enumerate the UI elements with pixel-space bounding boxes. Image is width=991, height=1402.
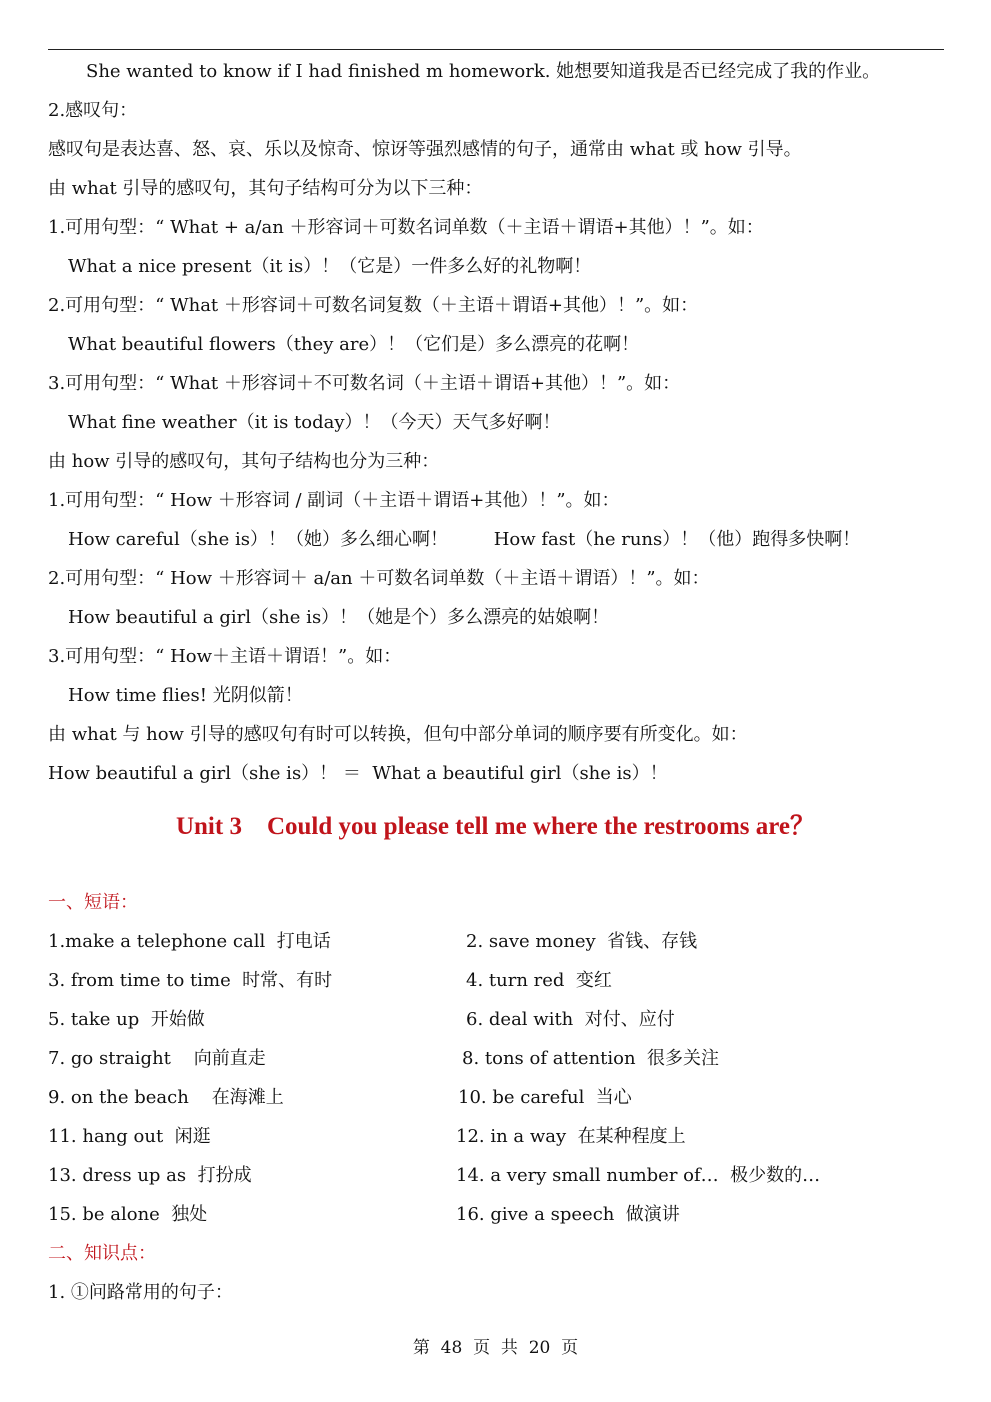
example-what-2: What beautiful flowers（they are）！（它们是）多么漂亮的花啊！ (68, 334, 640, 355)
heading-exclamatory: 2.感叹句： (48, 100, 138, 121)
top-rule (48, 49, 944, 50)
phrase-item: 14. a very small number of… 极少数的… (456, 1165, 821, 1186)
page-footer: 第 48 页 共 20 页 (412, 1338, 579, 1358)
example-what-1: What a nice present（it is）！（它是）一件多么好的礼物啊！ (68, 256, 592, 277)
phrase-item: 7. go straight 向前直走 (48, 1048, 266, 1069)
phrase-item: 1.make a telephone call 打电话 (48, 931, 331, 952)
phrase-item: 4. turn red 变红 (466, 970, 612, 991)
example-how-3: How time flies! 光阴似箭！ (68, 685, 303, 706)
phrase-item: 13. dress up as 打扮成 (48, 1165, 252, 1186)
phrase-item: 10. be careful 当心 (458, 1087, 632, 1108)
pattern-how-2: 2.可用句型：“ How ＋形容词＋ a/an ＋可数名词单数（＋主语＋谓语）！”。如： (48, 568, 710, 589)
pattern-what-3: 3.可用句型：“ What ＋形容词＋不可数名词（＋主语＋谓语+其他）！”。如： (48, 373, 681, 394)
unit-title: Unit 3 Could you please tell me where the restrooms are？ (175, 813, 816, 840)
example-sentence: She wanted to know if I had finished m homework. 她想要知道我是否已经完成了我的作业。 (86, 61, 881, 82)
paragraph-how-intro: 由 how 引导的感叹句，其句子结构也分为三种： (48, 451, 440, 472)
phrase-item: 3. from time to time 时常、有时 (48, 970, 333, 991)
paragraph-what-intro: 由 what 引导的感叹句，其句子结构可分为以下三种： (48, 178, 483, 199)
example-how-2: How beautiful a girl（she is）！（她是个）多么漂亮的姑娘啊！ (68, 607, 610, 628)
pattern-what-1: 1.可用句型：“ What + a/an ＋形容词＋可数名词单数（＋主语＋谓语+其他）！”。如： (48, 217, 764, 238)
phrase-item: 15. be alone 独处 (48, 1204, 208, 1225)
knowledge-point-1: 1. ①问路常用的句子： (48, 1282, 233, 1303)
phrase-item: 12. in a way 在某种程度上 (456, 1126, 686, 1147)
example-what-3: What fine weather（it is today）！（今天）天气多好啊！ (68, 412, 561, 433)
pattern-what-2: 2.可用句型：“ What ＋形容词＋可数名词复数（＋主语＋谓语+其他）！”。如： (48, 295, 699, 316)
phrase-item: 9. on the beach 在海滩上 (48, 1087, 284, 1108)
section-knowledge-heading: 二、知识点： (48, 1243, 156, 1264)
pattern-how-3: 3.可用句型：“ How＋主语＋谓语！”。如： (48, 646, 402, 667)
phrase-item: 6. deal with 对付、应付 (466, 1009, 675, 1030)
example-conversion: How beautiful a girl（she is）！ ＝ What a beautiful girl（she is）！ (48, 763, 668, 784)
example-how-1: How careful（she is）！（她）多么细心啊！ How fast（he runs）！（他）跑得多快啊！ (68, 529, 861, 550)
phrase-item: 5. take up 开始做 (48, 1009, 205, 1030)
phrase-item: 11. hang out 闲逛 (48, 1126, 211, 1147)
paragraph-conversion: 由 what 与 how 引导的感叹句有时可以转换，但句中部分单词的顺序要有所变化。如： (48, 724, 748, 745)
pattern-how-1: 1.可用句型：“ How ＋形容词 / 副词（＋主语＋谓语+其他）！”。如： (48, 490, 620, 511)
phrase-item: 2. save money 省钱、存钱 (466, 931, 698, 952)
phrase-item: 16. give a speech 做演讲 (456, 1204, 680, 1225)
section-phrases-heading: 一、短语： (48, 892, 138, 913)
phrase-item: 8. tons of attention 很多关注 (462, 1048, 720, 1069)
paragraph-definition: 感叹句是表达喜、怒、哀、乐以及惊奇、惊讶等强烈感情的句子，通常由 what 或 how 引导。 (48, 139, 802, 160)
